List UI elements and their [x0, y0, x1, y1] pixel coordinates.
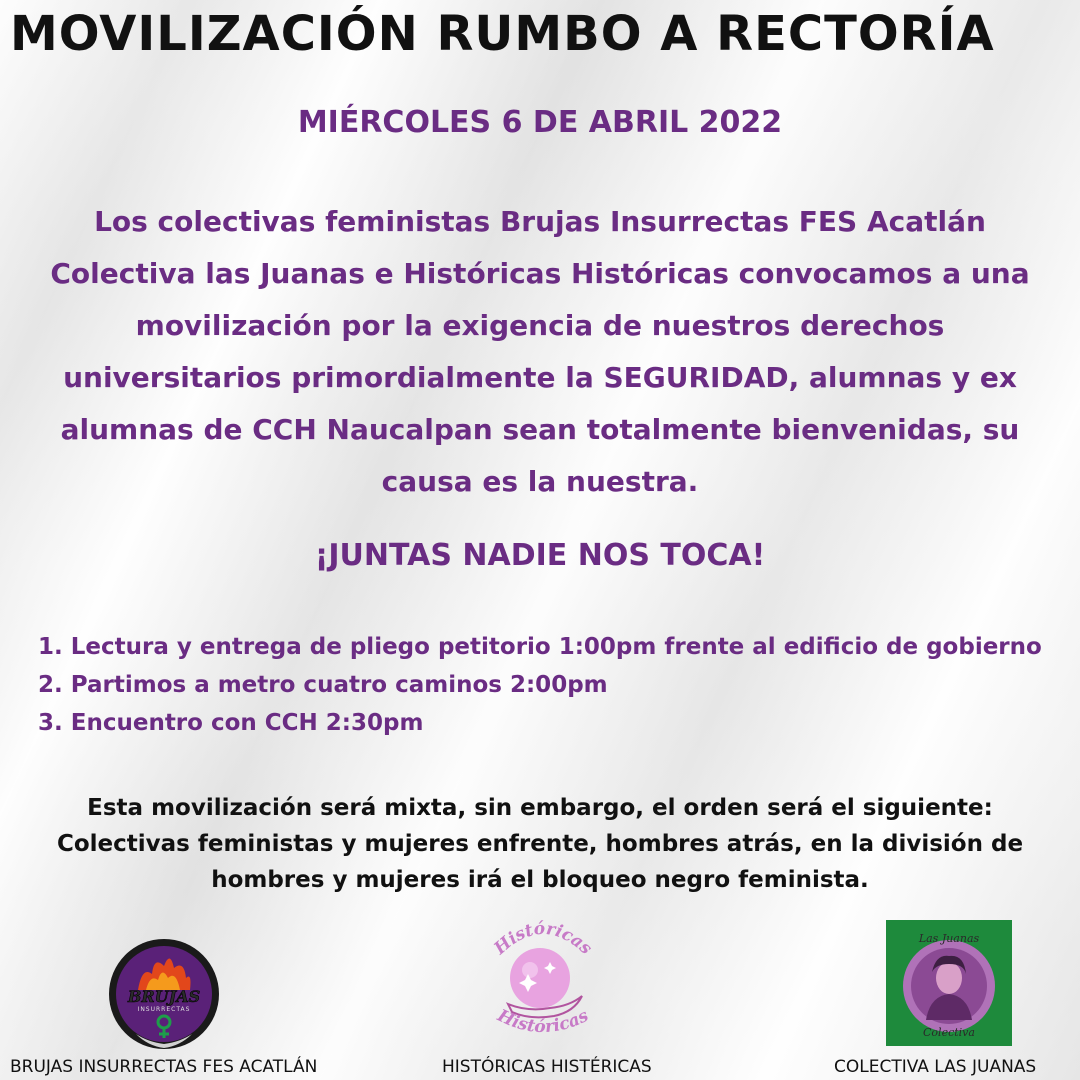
schedule-item: 2. Partimos a metro cuatro caminos 2:00pm [38, 672, 608, 698]
schedule-item: 1. Lectura y entrega de pliego petitorio 1:00pm frente al edificio de gobierno [38, 634, 1042, 660]
org-label-brujas: BRUJAS INSURRECTAS FES ACATLÁN [10, 1057, 318, 1077]
historicas-logo [478, 912, 608, 1042]
page-title: MOVILIZACIÓN RUMBO A RECTORÍA [10, 6, 995, 62]
schedule-list [38, 628, 1078, 742]
schedule-item: 3. Encuentro con CCH 2:30pm [38, 710, 424, 736]
slogan: ¡JUNTAS NADIE NOS TOCA! [314, 538, 766, 573]
svg-text:Históricas [493, 1005, 592, 1037]
colectiva-las-juanas-logo [886, 920, 1012, 1046]
brujas-insurrectas-logo [108, 938, 220, 1050]
intro-paragraph: Los colectivas feministas Brujas Insurrectas FES Acatlán Colectiva las Juanas e Históricas Históricas convocamos a una movilización por la exigencia de nuestros derechos universitarios primordialmente la SEGURIDAD, alumnas y ex alumnas de CCH Naucalpan sean totalmente bienvenidas, su causa es la nuestra. [50, 205, 1030, 498]
event-date: MIÉRCOLES 6 DE ABRIL 2022 [297, 105, 783, 140]
logo-historicas-top-text: Históricas [490, 918, 596, 959]
notice-paragraph: Esta movilización será mixta, sin embargo, el orden será el siguiente: Colectivas feministas y mujeres enfrente, hombres atrás, en la división de hombres y mujeres irá el bloqueo negro feminista. [56, 795, 1024, 893]
org-label-juanas: COLECTIVA LAS JUANAS [834, 1057, 1037, 1077]
logo-brujas-subtext: INSURRECTAS [137, 1006, 191, 1013]
logo-historicas-bottom-text: Históricas [494, 1005, 592, 1038]
logo-brujas-text: BRUJAS [127, 987, 201, 1006]
logo-juanas-bottom-text: Colectiva [923, 1026, 975, 1039]
crystal-ball-icon [510, 948, 570, 1008]
org-label-historicas: HISTÓRICAS HISTÉRICAS [442, 1057, 652, 1077]
logo-juanas-top-text: Las Juanas [918, 932, 980, 945]
